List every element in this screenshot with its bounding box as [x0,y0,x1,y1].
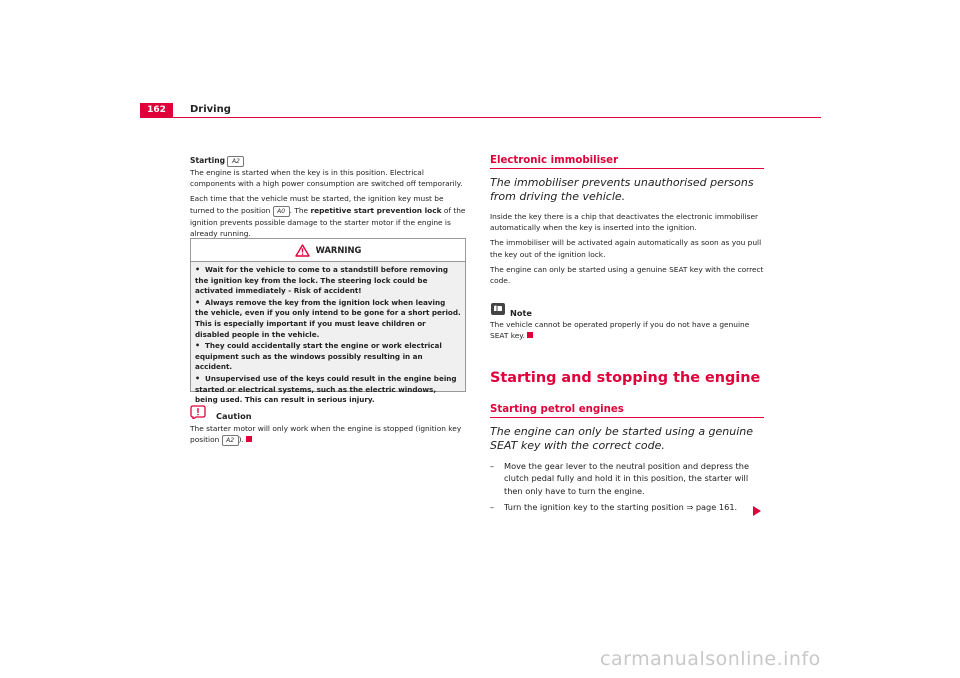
page-number: 162 [140,103,173,117]
note-header [490,300,532,318]
starting-label: Starting [190,156,226,165]
start-prevention-paragraph [190,193,466,239]
immobiliser-paragraph: The engine can only be started using a genuine SEAT key with the correct code. [490,264,764,286]
warning-body [191,262,465,406]
dash-marker: – [490,461,495,471]
list-item [490,501,766,513]
watermark: carmanualsonline.info [600,648,821,670]
petrol-heading: Starting petrol engines [490,404,624,415]
next-page-arrow-icon [753,506,761,516]
note-title: Note [510,308,532,318]
left-column [190,155,466,243]
text-fragment: The vehicle cannot be operated properly if you do not have a genuine SEAT key. [490,320,750,341]
caution-header [190,403,252,421]
section-title: Driving [190,104,231,115]
immobiliser-intro: The immobiliser prevents unauthorised persons from driving the vehicle. [490,176,754,203]
warning-item: • Unsupervised use of the keys could result in the engine being started or electrical systems, such as the electric windows, being used. This can result in serious injury. [195,373,457,405]
warning-item: • They could accidentally start the engine or work electrical equipment such as the windows possibly resulting in an accident. [195,341,442,372]
end-marker [246,436,252,442]
warning-header [191,239,465,262]
starting-text: The engine is started when the key is in this position. Electrical components with a high power consumption are switched off temporarily. [190,168,463,189]
warning-item: • Always remove the key from the ignition lock when leaving the vehicle, even if you only intend to be gone for a short period. This is especially important if you must leave children or disabled people in the vehicle. [195,297,461,339]
steps-list [490,460,766,514]
caution-title: Caution [216,411,252,421]
note-text [490,319,766,341]
text-fragment: Each time that the vehicle must be started, the ignition key must be turned to the position [190,194,444,215]
immobiliser-paragraph: Inside the key there is a chip that deactivates the electronic immobiliser automatically when the key is inserted into the ignition. [490,212,759,233]
warning-item-text: Always remove the key from the ignition lock when leaving the vehicle, even if you only intend to be gone for a short period. This is especially important if you must leave children or disabled people in the vehicle. [195,297,461,339]
warning-item: • Wait for the vehicle to come to a standstill before removing the ignition key from the lock. The steering lock could be activated immediately - Risk of accident! [195,265,449,296]
position-badge: A2 [222,435,239,446]
note-icon [490,302,506,316]
immobiliser-body [490,211,766,290]
starting-paragraph [190,155,466,189]
text-fragment: ). [238,435,244,445]
text-fragment: The starter motor will only work when the engine is stopped (ignition key position [190,424,462,445]
warning-box [190,238,466,405]
dash-marker: – [490,502,495,513]
petrol-intro: The engine can only be started using a genuine SEAT key with the correct code. [490,425,754,452]
caution-text [190,423,466,446]
header-divider [140,117,821,118]
chapter-title: Starting and stopping the engine [490,370,761,386]
caution-icon [190,405,206,419]
list-item [490,460,766,497]
heading-rule [490,417,764,418]
text-fragment: . The [289,205,311,215]
warning-title: WARNING [315,245,362,255]
end-marker [527,332,533,338]
immobiliser-heading: Electronic immobiliser [490,155,619,166]
text-fragment: of the ignition prevents possible damage to the starter motor if the engine is already running. [190,205,466,238]
immobiliser-paragraph: The immobiliser will be activated again automatically as soon as you pull the key out of the ignition lock. [490,238,762,259]
bold-term: repetitive start prevention lock [310,205,442,215]
step-text: Turn the ignition key to the starting position ⇒ page 161. [504,502,738,513]
position-badge: A0 [273,206,290,217]
step-text: Move the gear lever to the neutral position and depress the clutch pedal fully and hold it in this position, the starter will then only have to turn the engine. [504,461,749,496]
heading-rule [490,168,764,169]
warning-triangle-icon [295,244,310,257]
position-badge: A2 [227,156,244,167]
warning-item-text: Wait for the vehicle to come to a standstill before removing the ignition key from the lock. The steering lock could be activated immediately - Risk of accident! [195,265,449,296]
warning-item-text: Unsupervised use of the keys could result in the engine being started or electrical systems, such as the electric windows, being used. This can result in serious injury. [195,373,457,405]
warning-item-text: They could accidentally start the engine or work electrical equipment such as the windows possibly resulting in an accident. [195,341,442,372]
